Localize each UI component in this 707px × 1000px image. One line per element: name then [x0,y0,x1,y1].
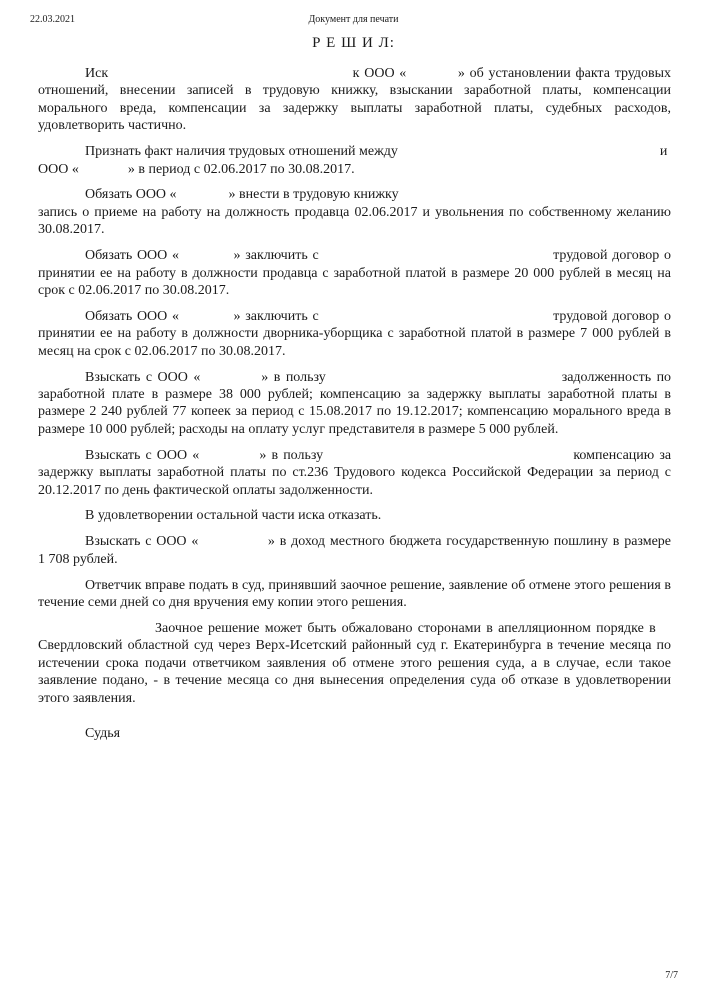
paragraph-recovery-wages: Взыскать с ООО « » в пользу задолженность по заработной плате в размере 38 000 рублей; компенсацию за задержку выплаты заработной платы в размере 2 240 рублей 77 копеек за период с 15.08.2017 по 19.12.2017; компенсацию морального вреда в размере 10 000 рублей; расходы на оплату услуг представителя в размере 5 000 рублей. [38,369,672,437]
redacted-gap [184,319,229,320]
redacted-gap [661,631,671,632]
print-date: 22.03.2021 [30,14,75,25]
redacted-gap [113,76,348,77]
redacted-gap [323,258,548,259]
paragraph-contract-janitor: Обязать ООО « » заключить с трудовой договор о принятии ее на работу в должности дворника-уборщика с заработной платой в размере 7 000 рублей в месяц на срок с 02.06.2017 по 30.08.2017. [38,308,671,359]
redacted-gap [331,380,556,381]
paragraph-employment-fact: Признать факт наличия трудовых отношений между и ООО « » в период с 02.06.2017 по 30.08.2017. [38,144,668,177]
redacted-gap [328,458,568,459]
paragraph-workbook-entry: Обязать ООО « » внести в трудовую книжку запись о приеме на работу на должность продавца 02.06.2017 и увольнения по собственному желанию 30.08.2017. [38,187,671,238]
redacted-gap [323,319,548,320]
paragraph-recovery-delay-compensation: Взыскать с ООО « » в пользу компенсацию за задержку выплаты заработной платы по ст.236 Трудового кодекса Российской Федерации за период с 20.12.2017 по день фактической оплаты задолженности. [38,447,672,498]
print-title: Документ для печати [308,14,399,25]
paragraph-appeal-procedure: Заочное решение может быть обжаловано сторонами в апелляционном порядке в Свердловский областной суд через Верх-Исетский районный суд г. Екатеринбурга в течение месяца по истечении срока подачи ответчиком заявления об отмене этого решения суда, а в случае, если такое заявление подано, - в течение месяца со дня вынесения определения суда об отказе в удовлетворении этого заявления. [38,620,671,706]
paragraph-remaining-claims-denied: В удовлетворении остальной части иска отказать. [85,508,382,524]
page-number: 7/7 [665,970,678,981]
paragraph-contract-seller: Обязать ООО « » заключить с трудовой договор о принятии ее на работу в должности продавца с заработной платой в размере 20 000 рублей в месяц на срок с 02.06.2017 по 30.08.2017. [38,248,671,298]
page-footer [665,970,678,982]
redacted-gap [180,197,225,198]
decision-body [38,65,671,742]
paragraph-claim-outcome: Иск к ООО « » об установлении факта трудовых отношений, внесении записей в трудовую книжку, взыскании заработной платы, компенсации морального вреда, компенсации за задержку выплаты заработной платы, судебных расходов, удовлетворить частично. [38,66,672,134]
paragraph-state-duty: Взыскать с ООО « » в доход местного бюджета государственную пошлину в размере 1 708 рублей. [38,534,672,567]
redacted-gap [82,172,124,173]
redacted-gap [204,458,254,459]
paragraph-defendant-cancellation-right: Ответчик вправе подать в суд, принявший заочное решение, заявление об отмене этого решения в течение семи дней со дня вручения ему копии этого решения. [38,577,671,611]
print-header [0,0,707,26]
redacted-gap [402,197,587,198]
redacted-gap [184,258,229,259]
paragraph-judge-signature: Судья [85,726,121,741]
redacted-gap [206,380,256,381]
decision-heading: Р Е Ш И Л: [312,35,395,51]
redacted-gap [401,154,656,155]
redacted-gap [203,544,263,545]
redacted-gap [411,76,453,77]
